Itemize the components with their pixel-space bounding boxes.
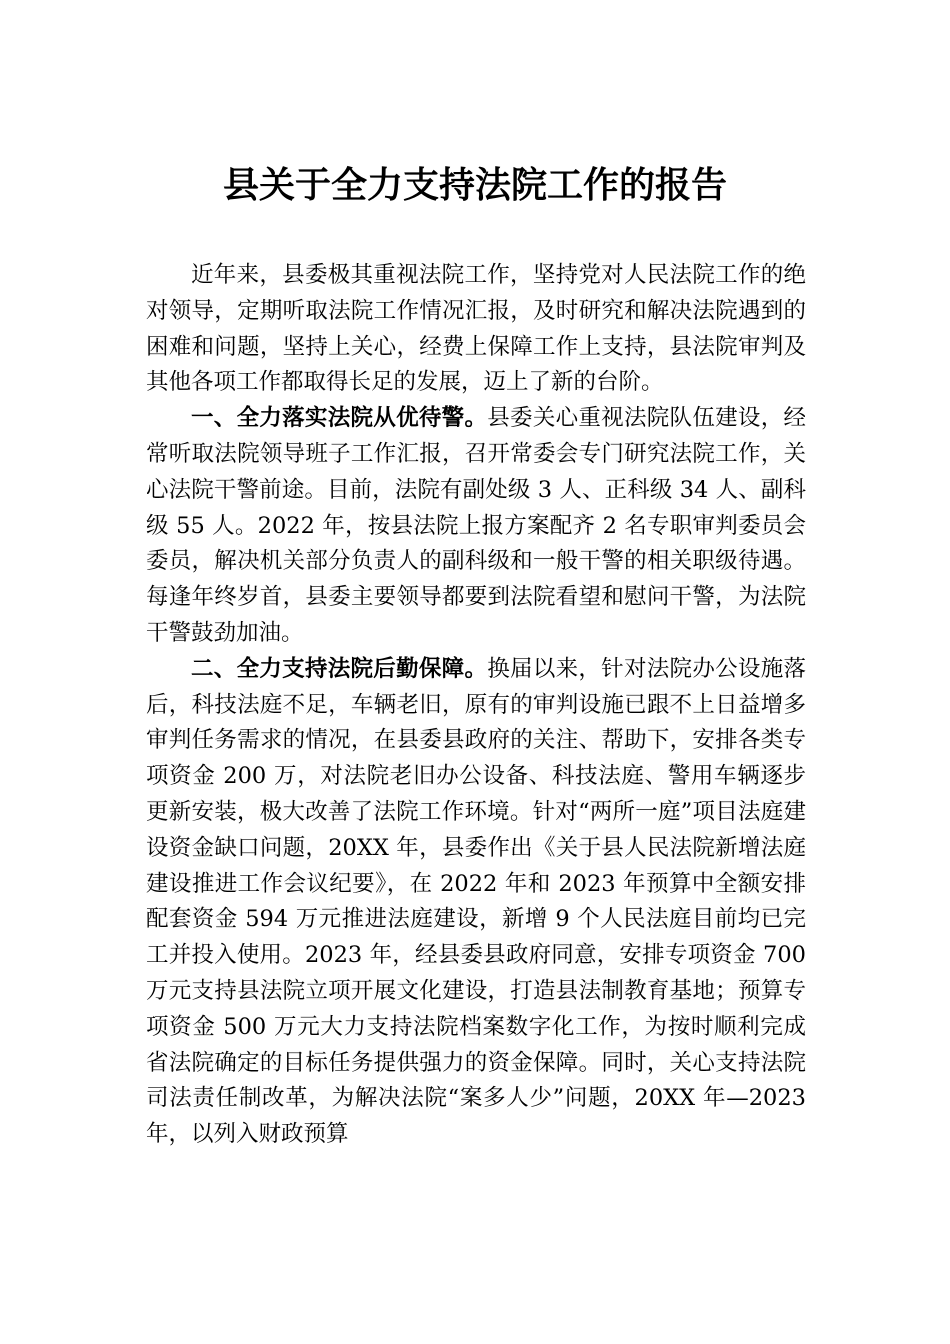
section-heading: 二、全力支持法院后勤保障。: [191, 655, 488, 682]
paragraph-section-1: [146, 401, 806, 652]
paragraph-text: 换届以来，针对法院办公设施落后，科技法庭不足，车辆老旧，原有的审判设施已跟不上日益增多审判任务需求的情况，在县委县政府的关注、帮助下，安排各类专项资金 200 万，对法院老旧办公设备、科技法庭、警用车辆逐步更新安装，极大改善了法院工作环境。针对“两所一庭”项目法庭建设资金缺口问题，20XX 年，县委作出《关于县人民法院新增法庭建设推进工作会议纪要》，在 2022 年和 2023 年预算中全额安排配套资金 594 万元推进法庭建设，新增 9 个人民法庭目前均已完工并投入使用。2023 年，经县委县政府同意，安排专项资金 700 万元支持县法院立项开展文化建设，打造县法制教育基地；预算专项资金 500 万元大力支持法院档案数字化工作，为按时顺利完成省法院确定的目标任务提供强力的资金保障。同时，关心支持法院司法责任制改革，为解决法院“案多人少”问题，20XX 年—2023 年，以列入财政预算: [146, 655, 806, 1148]
paragraph-section-2: [146, 652, 806, 1153]
paragraph-text: 县委关心重视法院队伍建设，经常听取法院领导班子工作汇报，召开常委会专门研究法院工作，关心法院干警前途。目前，法院有副处级 3 人、正科级 34 人、副科级 55 人。2022 年，按县法院上报方案配齐 2 名专职审判委员会委员，解决机关部分负责人的副科级和一般干警的相关职级待遇。每逢年终岁首，县委主要领导都要到法院看望和慰问干警，为法院干警鼓劲加油。: [146, 405, 806, 646]
paragraph-text: 近年来，县委极其重视法院工作，坚持党对人民法院工作的绝对领导，定期听取法院工作情况汇报，及时研究和解决法院遇到的困难和问题，坚持上关心，经费上保障工作上支持，县法院审判及其他各项工作都取得长足的发展，迈上了新的台阶。: [146, 262, 806, 396]
document-title: 县关于全力支持法院工作的报告: [222, 164, 727, 206]
paragraph-intro: [146, 258, 806, 401]
section-heading: 一、全力落实法院从优待警。: [191, 405, 488, 432]
document-body: [146, 258, 806, 1153]
